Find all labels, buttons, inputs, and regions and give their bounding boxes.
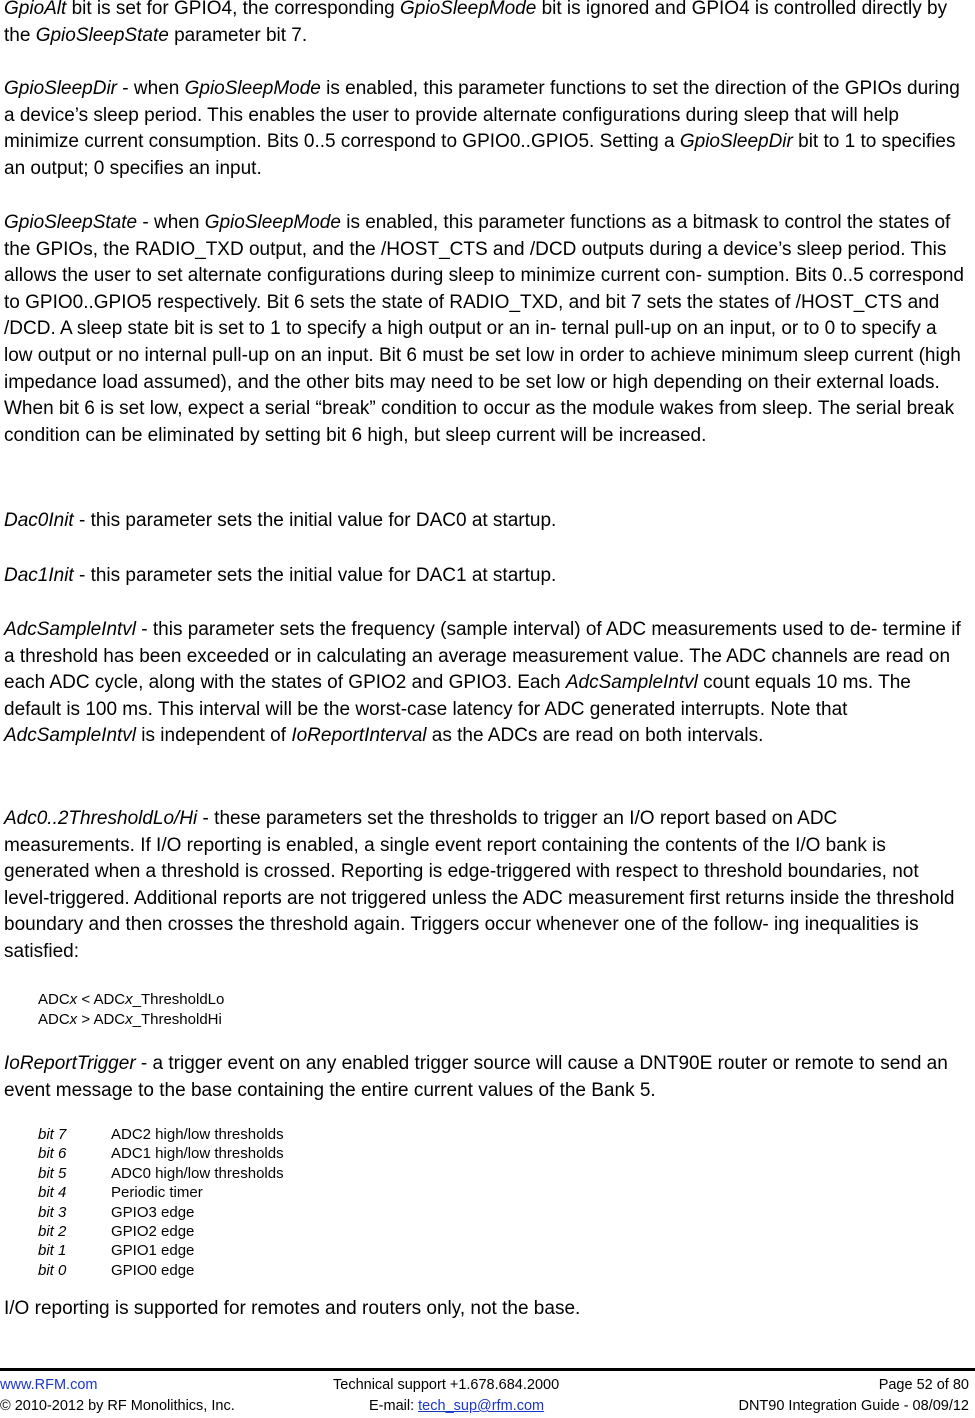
email-label: E-mail: [369, 1398, 419, 1414]
bit-description: GPIO0 edge [111, 1261, 195, 1279]
var-x: x [125, 1011, 133, 1028]
term-dac0init: Dac0Init [4, 510, 74, 531]
term-gpiosleepstate: GpioSleepState [4, 212, 138, 233]
paragraph-gpiosleepdir [4, 76, 969, 182]
bit-label: bit 4 [38, 1184, 67, 1202]
text: parameter bit 7. [168, 24, 308, 46]
text: ADC [93, 991, 126, 1008]
bit-description: ADC1 high/low thresholds [111, 1145, 284, 1163]
email-link[interactable]: tech_sup@rfm.com [418, 1398, 545, 1414]
text: - when [137, 212, 205, 233]
text: ADC [38, 991, 70, 1008]
term-gpiosleepmode: GpioSleepMode [400, 0, 537, 19]
website-link[interactable]: www.RFM.com [0, 1377, 98, 1393]
bit-description: GPIO1 edge [111, 1242, 195, 1260]
bit-label: bit 6 [38, 1145, 67, 1163]
inequality-list [38, 990, 224, 1030]
term-ioreportinterval: IoReportInterval [291, 725, 427, 747]
text: - a trigger event on any enabled trigger source will cause a DNT90E router or remote to send an event message to the base containing the entire current values of the Bank 5. [4, 1053, 948, 1101]
guide-title: DNT90 Integration Guide - 08/09/12 [738, 1398, 969, 1414]
list-item [38, 1203, 284, 1222]
text: - this parameter sets the frequency (sample interval) of ADC measurements used to de- termine if a threshold has been exceeded or in calculating an average measurement value. The ADC channels are read on each ADC cycle, along with the states of GPIO2 and GPIO3. Each [4, 619, 961, 694]
text: is enabled, this parameter functions to set the direction of the GPIOs during a device’s sleep period. This enables the user to provide alternate configurations during sleep that will help minimize current consumption. Bits 0..5 correspond to GPIO0..GPIO5. Setting a [4, 78, 960, 153]
copyright: © 2010-2012 by RF Monolithics, Inc. [0, 1398, 235, 1414]
term-ioreporttrigger: IoReportTrigger [4, 1053, 136, 1074]
bit-description: GPIO2 edge [111, 1223, 195, 1241]
text: ADC [38, 1011, 70, 1028]
text: is enabled, this parameter functions as a bitmask to control the states of the GPIOs, the RADIO_TXD output, and the /HOST_CTS and /DCD outputs during a device’s sleep period. This allows the user to set alternate configurations during sleep to minimize current con- sumption. Bits 0..5 correspond to GPIO0..GPIO5 respectively. Bit 6 sets the state of RADIO_TXD, and bit 7 sets the states of /HOST_CTS and /DCD. A sleep state bit is set to 1 to specify a high output or an in- ternal pull-up on an input, or to 0 to specify a low output or no internal pull-up on an input. Bit 6 must be set low in order to achieve minimum sleep current (high impedance load assumed), and the other bits may need to be set low or high depending on their external loads. When bit 6 is set low, expect a serial “break” condition to occur as the module wakes from sleep. The serial break condition can be eliminated by setting bit 6 high, but sleep current will be increased. [4, 212, 964, 446]
paragraph-adc-thresholds [4, 806, 969, 966]
text: is independent of [136, 725, 292, 747]
text: bit to 1 to specifies an output; 0 specifies an input. [4, 131, 956, 179]
bit-label: bit 2 [38, 1223, 67, 1241]
var-x: x [69, 1011, 78, 1028]
term-adc-thresholds: Adc0..2ThresholdLo/Hi [4, 808, 198, 829]
paragraph-adcsampleintvl [4, 617, 969, 750]
term-gpioalt: GpioAlt [4, 0, 67, 19]
text: count equals 10 ms. The default is 100 ms. This interval will be the worst-case latency for ADC generated interrupts. Note that [4, 672, 911, 720]
list-item [38, 1144, 284, 1163]
bit-label: bit 3 [38, 1203, 67, 1221]
text: bit is ignored and GPIO4 is controlled directly by the [4, 0, 948, 46]
footer-divider [0, 1368, 975, 1371]
text: - when [117, 78, 185, 99]
term-adcsampleintvl: AdcSampleIntvl [565, 672, 698, 694]
support-phone: Technical support +1.678.684.2000 [333, 1377, 560, 1393]
email-contact [369, 1398, 544, 1414]
text: - this parameter sets the initial value for DAC1 at startup. [73, 565, 557, 586]
var-x: x [125, 991, 133, 1008]
inequality-hi [38, 1010, 224, 1030]
term-gpiosleepdir: GpioSleepDir [4, 78, 117, 99]
text: - this parameter sets the initial value for DAC0 at startup. [73, 510, 557, 531]
bit-description: Periodic timer [111, 1184, 203, 1202]
list-item [38, 1164, 284, 1183]
bit-description: GPIO3 edge [111, 1203, 195, 1221]
bit-list [38, 1125, 284, 1280]
bit-label: bit 7 [38, 1126, 67, 1143]
paragraph-dac1init [4, 563, 556, 590]
paragraph-gpioalt-note [4, 0, 969, 49]
term-gpiosleepmode: GpioSleepMode [204, 212, 341, 233]
text: _ThresholdLo [132, 991, 225, 1008]
term-adcsampleintvl: AdcSampleIntvl [4, 619, 137, 640]
term-gpiosleepstate: GpioSleepState [35, 24, 169, 46]
bit-label: bit 1 [38, 1242, 67, 1260]
text: _ThresholdHi [132, 1011, 222, 1028]
text: as the ADCs are read on both intervals. [426, 725, 764, 747]
term-adcsampleintvl: AdcSampleIntvl [4, 725, 137, 747]
bit-description: ADC0 high/low thresholds [111, 1164, 284, 1182]
bit-label: bit 0 [38, 1261, 67, 1279]
var-x: x [69, 991, 78, 1008]
bit-description: ADC2 high/low thresholds [111, 1126, 284, 1143]
term-gpiosleepdir: GpioSleepDir [679, 131, 793, 153]
list-item [38, 1222, 284, 1241]
paragraph-gpiosleepstate [4, 210, 969, 449]
text: bit is set for GPIO4, the corresponding [66, 0, 401, 19]
list-item [38, 1261, 284, 1280]
text: ADC [93, 1011, 126, 1028]
operator: < [77, 991, 94, 1008]
paragraph-ioreporttrigger [4, 1051, 969, 1104]
operator: > [77, 1011, 94, 1028]
term-dac1init: Dac1Init [4, 565, 74, 586]
inequality-lo [38, 990, 224, 1010]
paragraph-io-reporting-note: I/O reporting is supported for remotes and routers only, not the base. [4, 1298, 581, 1319]
list-item [38, 1125, 284, 1144]
term-gpiosleepmode: GpioSleepMode [184, 78, 321, 99]
text: - these parameters set the thresholds to trigger an I/O report based on ADC measurements. If I/O reporting is enabled, a single event report containing the contents of the I/O bank is generated when a threshold is crossed. Reporting is edge-triggered with respect to threshold boundaries, not level-triggered. Additional reports are not triggered unless the ADC measurement first returns inside the threshold boundary and then crosses the threshold again. Triggers occur whenever one of the follow- ing inequalities is satisfied: [4, 808, 955, 962]
paragraph-dac0init [4, 508, 556, 535]
list-item [38, 1183, 284, 1202]
list-item [38, 1241, 284, 1260]
page-number: Page 52 of 80 [878, 1377, 969, 1393]
bit-label: bit 5 [38, 1164, 67, 1182]
